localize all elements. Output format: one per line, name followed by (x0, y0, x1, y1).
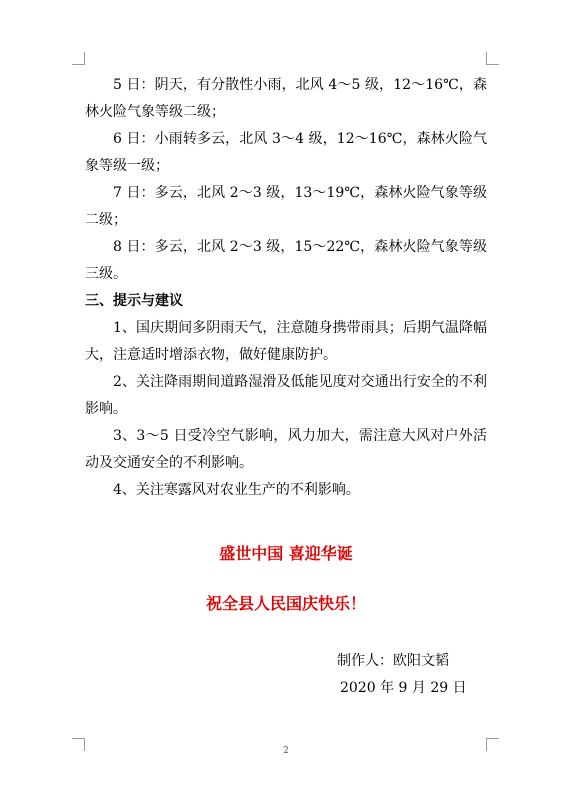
forecast-day-8: 8 日：多云，北风 2～3 级，15～22℃，森林火险气象等级三级。 (85, 239, 487, 282)
tip-4: 4、关注寒露风对农业生产的不利影响。 (113, 482, 360, 498)
tip-2: 2、关注降雨期间道路湿滑及低能见度对交通出行安全的不利影响。 (85, 374, 487, 417)
forecast-day-5: 5 日：阴天，有分散性小雨，北风 4～5 级，12～16℃，森林火险气象等级二级； (85, 77, 487, 120)
date-line: 2020 年 9 月 29 日 (340, 680, 467, 696)
slogan-greeting: 祝全县人民国庆快乐！ (205, 594, 366, 613)
crop-mark-top-left (72, 52, 85, 65)
document-body (85, 72, 487, 504)
forecast-day-7: 7 日：多云，北风 2～3 级，13～19℃，森林火险气象等级二级； (85, 185, 487, 228)
page-number: 2 (283, 746, 289, 756)
forecast-day-6: 6 日：小雨转多云，北风 3～4 级，12～16℃，森林火险气象等级一级； (85, 131, 487, 174)
slogan-celebration: 盛世中国 喜迎华诞 (219, 544, 353, 563)
crop-mark-top-right (486, 52, 499, 65)
author-line: 制作人：欧阳文韬 (337, 653, 449, 669)
tip-3: 3、3～5 日受冷空气影响，风力加大，需注意大风对户外活动及交通安全的不利影响。 (85, 428, 487, 471)
tip-1: 1、国庆期间多阴雨天气，注意随身携带雨具；后期气温降幅大，注意适时增添衣物，做好健康防护。 (85, 320, 487, 363)
section-heading: 三、提示与建议 (85, 293, 183, 309)
